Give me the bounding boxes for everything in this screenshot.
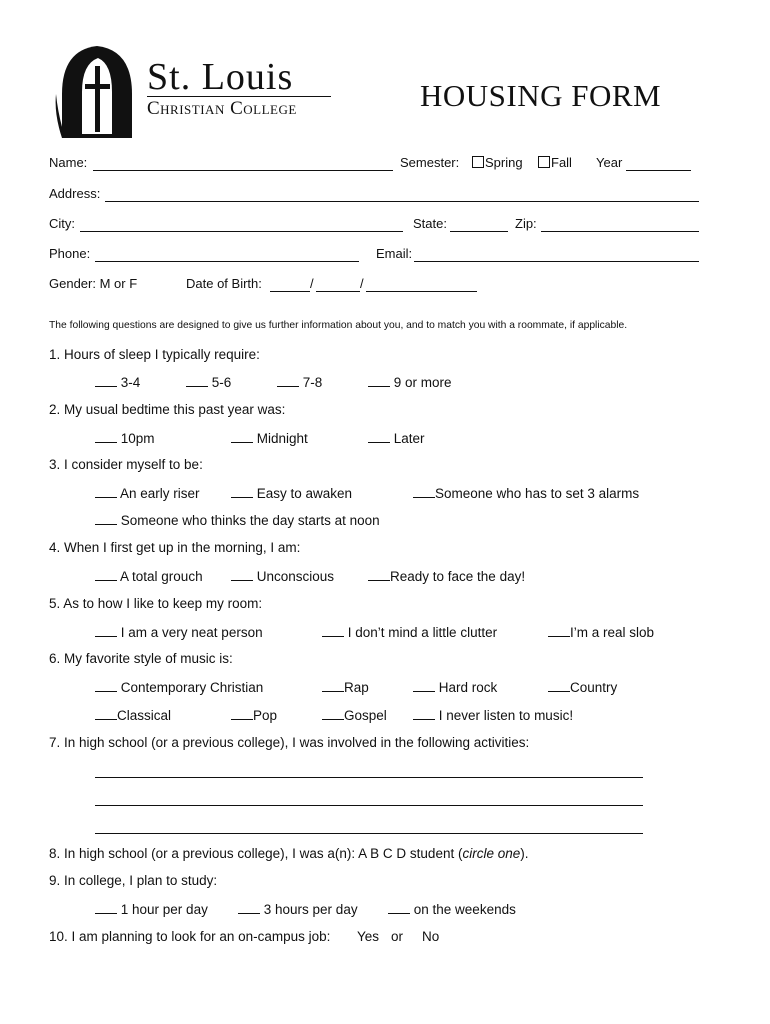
q6-option[interactable]: Country	[548, 679, 617, 695]
q1-option[interactable]: 5-6	[186, 374, 231, 390]
zip-field[interactable]	[541, 231, 699, 232]
q5-option[interactable]: I’m a real slob	[548, 624, 654, 640]
q9-option[interactable]: 1 hour per day	[95, 901, 208, 917]
address-field[interactable]	[105, 201, 699, 202]
q1-option[interactable]: 9 or more	[368, 374, 452, 390]
q2-option[interactable]: Later	[368, 430, 425, 446]
address-label: Address:	[49, 186, 101, 201]
question-4: 4. When I first get up in the morning, I am:	[49, 540, 301, 555]
q9-option[interactable]: on the weekends	[388, 901, 516, 917]
q2-option[interactable]: Midnight	[231, 430, 308, 446]
q4-option[interactable]: Ready to face the day!	[368, 568, 525, 584]
logo-name: St. Louis	[147, 56, 294, 98]
dob-label: Date of Birth:	[186, 276, 262, 291]
q3-option[interactable]: Someone who thinks the day starts at noon	[95, 512, 380, 528]
fall-option[interactable]: Fall	[538, 155, 572, 170]
dob-year-field[interactable]	[366, 291, 477, 292]
q6-option[interactable]: I never listen to music!	[413, 707, 573, 723]
state-field[interactable]	[450, 231, 508, 232]
question-1: 1. Hours of sleep I typically require:	[49, 347, 260, 362]
q6-option[interactable]: Contemporary Christian	[95, 679, 263, 695]
phone-field[interactable]	[95, 261, 359, 262]
or-text: or	[391, 929, 404, 944]
yes-option[interactable]: Yes	[357, 929, 380, 944]
year-field[interactable]	[626, 170, 691, 171]
dob-slash: /	[310, 276, 314, 291]
activities-line[interactable]	[95, 833, 643, 834]
year-label: Year	[596, 155, 623, 170]
question-2: 2. My usual bedtime this past year was:	[49, 402, 286, 417]
q3-option[interactable]: An early riser	[95, 485, 200, 501]
q5-option[interactable]: I am a very neat person	[95, 624, 263, 640]
q5-option[interactable]: I don’t mind a little clutter	[322, 624, 497, 640]
question-5: 5. As to how I like to keep my room:	[49, 596, 263, 611]
email-label: Email:	[376, 246, 413, 261]
q6-option[interactable]: Gospel	[322, 707, 387, 723]
name-label: Name:	[49, 155, 88, 170]
form-title: HOUSING FORM	[420, 78, 662, 113]
intro-text: The following questions are designed to give us further information about you, and to match you with a roommate, if applicable.	[49, 320, 628, 331]
q6-option[interactable]: Classical	[95, 707, 171, 723]
logo-subtitle: Christian College	[147, 98, 297, 119]
dob-slash: /	[360, 276, 364, 291]
activities-line[interactable]	[95, 777, 643, 778]
city-field[interactable]	[80, 231, 403, 232]
logo-divider	[147, 96, 331, 97]
fall-checkbox[interactable]	[538, 156, 550, 168]
zip-label: Zip:	[515, 216, 537, 231]
activities-line[interactable]	[95, 805, 643, 806]
q6-option[interactable]: Hard rock	[413, 679, 497, 695]
city-label: City:	[49, 216, 75, 231]
question-3: 3. I consider myself to be:	[49, 457, 203, 472]
question-8: 8. In high school (or a previous college), I was a(n): A B C D student (circle one).	[49, 846, 529, 861]
semester-label: Semester:	[400, 155, 460, 170]
q4-option[interactable]: A total grouch	[95, 568, 203, 584]
name-field[interactable]	[93, 170, 393, 171]
q2-option[interactable]: 10pm	[95, 430, 155, 446]
question-7: 7. In high school (or a previous college), I was involved in the following activities:	[49, 735, 530, 750]
spring-checkbox[interactable]	[472, 156, 484, 168]
state-label: State:	[413, 216, 447, 231]
no-option[interactable]: No	[422, 929, 440, 944]
church-window-icon	[52, 44, 142, 140]
circle-one-hint: circle one	[462, 846, 521, 861]
q6-option[interactable]: Pop	[231, 707, 277, 723]
gender-label[interactable]: Gender: M or F	[49, 276, 138, 291]
q1-option[interactable]: 3-4	[95, 374, 140, 390]
q1-option[interactable]: 7-8	[277, 374, 322, 390]
q6-option[interactable]: Rap	[322, 679, 369, 695]
phone-label: Phone:	[49, 246, 91, 261]
spring-option[interactable]: Spring	[472, 155, 523, 170]
email-field[interactable]	[414, 261, 699, 262]
q3-option[interactable]: Someone who has to set 3 alarms	[413, 485, 639, 501]
dob-day-field[interactable]	[316, 291, 360, 292]
q3-option[interactable]: Easy to awaken	[231, 485, 352, 501]
q4-option[interactable]: Unconscious	[231, 568, 334, 584]
question-6: 6. My favorite style of music is:	[49, 651, 233, 666]
q9-option[interactable]: 3 hours per day	[238, 901, 358, 917]
dob-month-field[interactable]	[270, 291, 310, 292]
question-10: 10. I am planning to look for an on-campus job:	[49, 929, 331, 944]
question-9: 9. In college, I plan to study:	[49, 873, 218, 888]
